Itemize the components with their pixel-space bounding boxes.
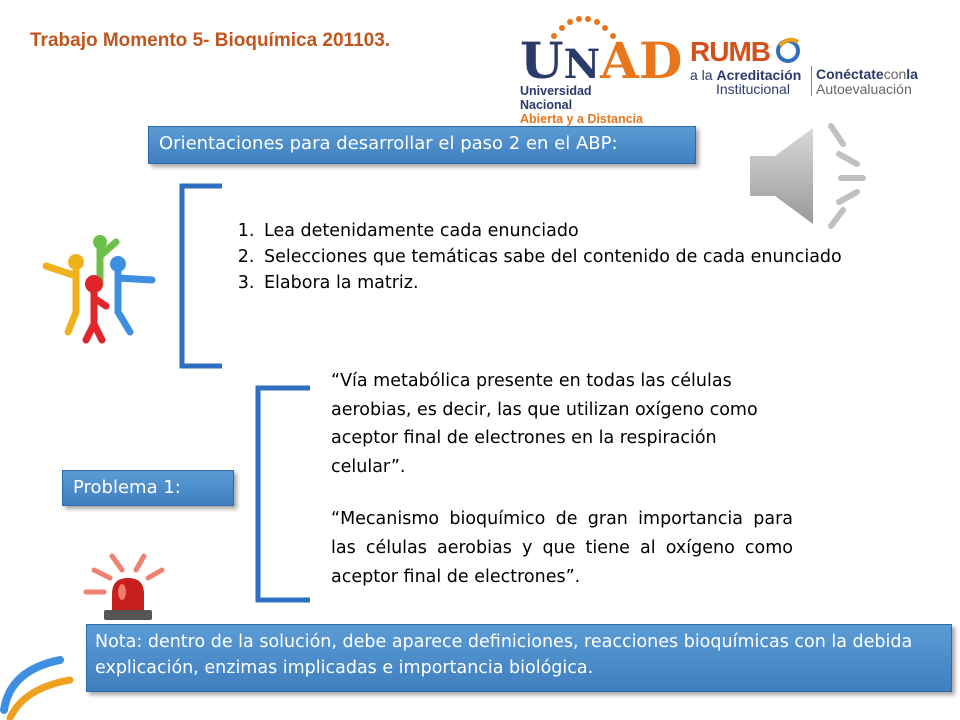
step-item: 1. Lea detenidamente cada enunciado [260,218,860,244]
nota-box: Nota: dentro de la solución, debe aparece definiciones, reacciones bioquímicas con la debida explicación, enzimas implicadas e importancia biológica. [86,624,952,692]
rumbo-o-swirl-icon [776,36,802,68]
conecta-bold: Conéctate [816,66,884,82]
autoevaluacion-text: Autoevaluación [816,81,912,97]
unad-letters-ad: AD [600,31,683,90]
unad-letter-n: N [563,41,601,88]
rumbo-line2: Institucional [716,81,790,97]
orientaciones-banner: Orientaciones para desarrollar el paso 2 en el ABP: [148,126,696,164]
step-item: 2. Selecciones que temáticas sabe del contenido de cada enunciado [260,244,860,270]
figures-group-icon [40,232,160,344]
page-title: Trabajo Momento 5- Bioquímica 201103. [30,30,391,51]
rumbo-line1-prefix: a la [690,67,717,83]
siren-icon [78,548,178,624]
conecta-end: la [906,66,918,82]
rumbo-logo [690,36,930,100]
problema-banner: Problema 1: [62,470,234,506]
unad-subtitle-2: Abierta y a Distancia [520,112,643,126]
swirl-decoration-icon [0,640,90,720]
unad-letter-u: U [520,31,564,90]
rumbo-word: RUMB [690,36,770,67]
problem-quote-2: “Mecanismo bioquímico de gran importancia para las células aerobias y que tiene al oxígeno como aceptor final de electrones”. [331,509,793,587]
unad-logo [518,14,683,126]
conecta-light: con [883,66,907,82]
unad-subtitle-1: Universidad Nacional [520,84,592,112]
steps-list [222,218,860,296]
rumbo-line1-bold: Acreditación [716,67,802,83]
problem-quote-1: “Vía metabólica presente en todas las células aerobias, es decir, las que utilizan oxígeno como aceptor final de electrones en la respiración celular”. [331,371,758,477]
problem-bracket [248,382,318,606]
step-item: 3. Elabora la matriz. [260,270,860,296]
